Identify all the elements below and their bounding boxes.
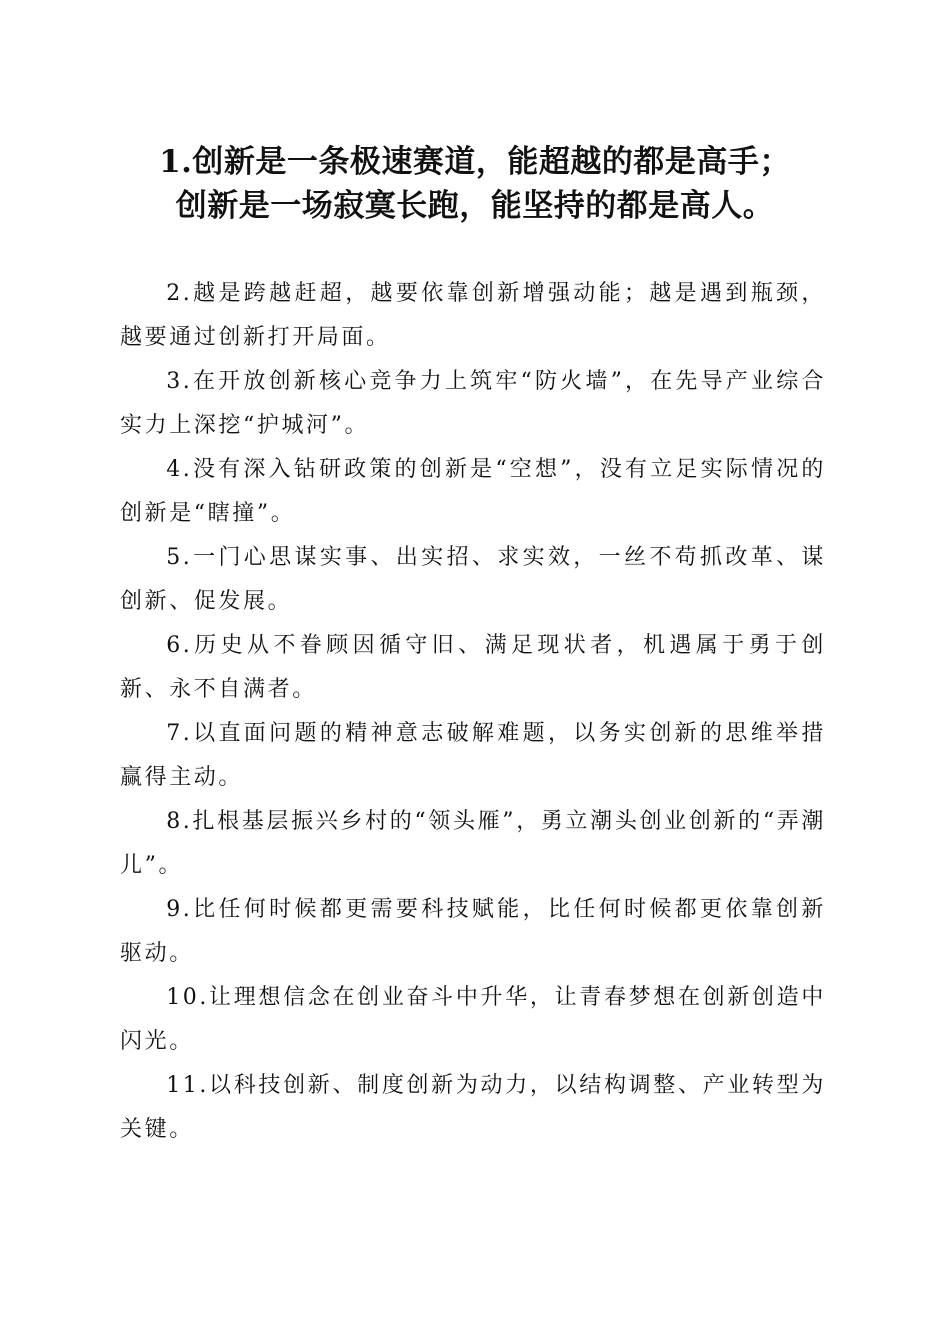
document-title [0, 140, 950, 228]
paragraph-11: 11.以科技创新、制度创新为动力，以结构调整、产业转型为关键。 [120, 1073, 826, 1142]
title-line-1: 1.创新是一条极速赛道，能超越的都是高手； [159, 144, 791, 180]
paragraph-9: 9.比任何时候都更需要科技赋能，比任何时候都更依靠创新驱动。 [120, 897, 826, 966]
paragraph-7: 7.以直面问题的精神意志破解难题，以务实创新的思维举措赢得主动。 [120, 721, 826, 790]
paragraph-6: 6.历史从不眷顾因循守旧、满足现状者，机遇属于勇于创新、永不自满者。 [120, 633, 826, 702]
paragraph-2: 2.越是跨越赶超，越要依靠创新增强动能；越是遇到瓶颈，越要通过创新打开局面。 [120, 281, 826, 350]
paragraph-4: 4.没有深入钻研政策的创新是“空想”，没有立足实际情况的创新是“瞎撞”。 [120, 457, 826, 526]
paragraph-3: 3.在开放创新核心竞争力上筑牢“防火墙”，在先导产业综合实力上深挖“护城河”。 [120, 369, 826, 438]
paragraph-8: 8.扎根基层振兴乡村的“领头雁”，勇立潮头创业创新的“弄潮儿”。 [120, 809, 826, 878]
document-body [120, 272, 826, 1152]
title-line-2: 创新是一场寂寞长跑，能坚持的都是高人。 [175, 188, 775, 224]
paragraph-5: 5.一门心思谋实事、出实招、求实效，一丝不苟抓改革、谋创新、促发展。 [120, 545, 826, 614]
paragraph-10: 10.让理想信念在创业奋斗中升华，让青春梦想在创新创造中闪光。 [120, 985, 826, 1054]
